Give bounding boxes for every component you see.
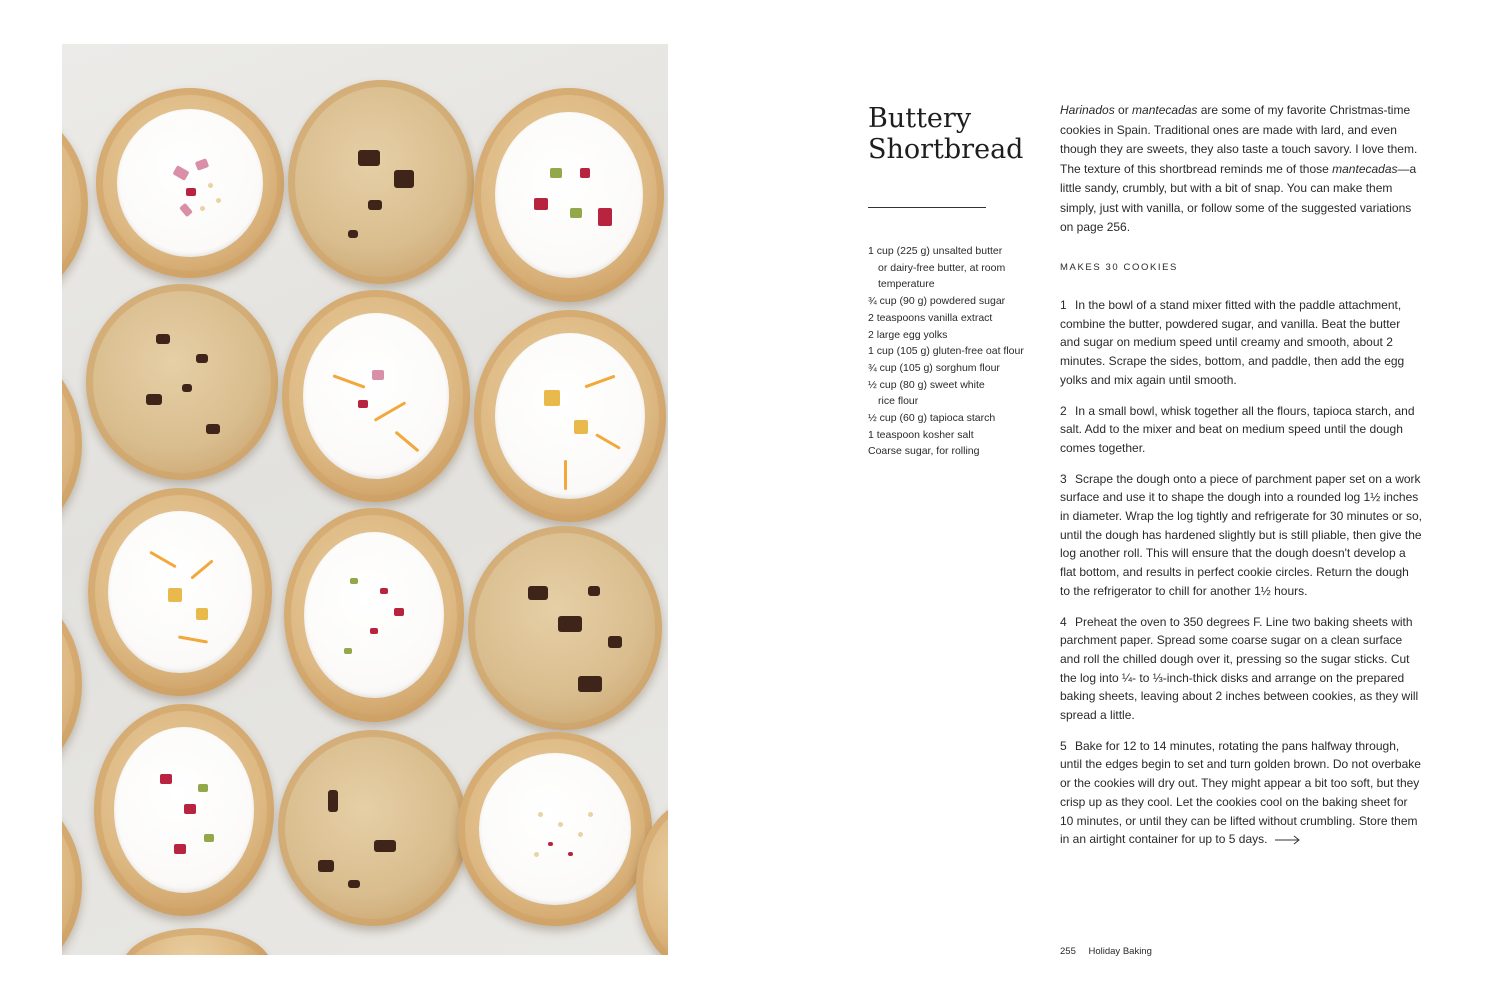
yield-label: MAKES 30 COOKIES (1060, 262, 1178, 273)
chocolate-chunk (374, 840, 396, 852)
ingredient-item: 1 teaspoon kosher salt (868, 428, 974, 441)
glaze (495, 112, 643, 279)
raspberry-fleck (394, 608, 404, 616)
chocolate-chunk (146, 394, 162, 405)
method-steps (1060, 296, 1422, 861)
seed (200, 206, 205, 211)
ingredient-item: or dairy-free butter, at room (878, 261, 1006, 274)
ingredient-item: ¾ cup (90 g) powdered sugar (868, 295, 1006, 308)
intro-term-harinados: Harinados (1060, 103, 1115, 117)
cookie-chocolate-chunk (86, 284, 278, 480)
seed (558, 822, 563, 827)
pistachio-fleck (350, 578, 358, 584)
chocolate-chunk (318, 860, 334, 872)
ingredient-item: rice flour (878, 395, 919, 408)
ingredient-item: 1 cup (105 g) gluten-free oat flour (868, 345, 1024, 358)
arrow-right-icon (1275, 835, 1301, 845)
cookie-chocolate-chunk (288, 80, 474, 284)
petal (372, 370, 384, 380)
chocolate-chunk (368, 200, 382, 210)
cookie-glazed (474, 88, 664, 302)
ingredient-item: temperature (878, 278, 935, 291)
step-2 (1060, 402, 1422, 458)
cookie-partial (62, 104, 88, 304)
raspberry-fleck (568, 852, 573, 856)
step-text: Bake for 12 to 14 minutes, rotating the pans halfway through, until the edges begin to set and turn golden brown. Do not overbake or the cookies will dry out. They might appear a bit too soft, but they crisp up as they cool. Let the cookies cool on the baking sheet for 10 minutes, or until they can be lifted without crumbling. Store them in an airtight container for up to 5 days. (1060, 738, 1421, 847)
seed (588, 812, 593, 817)
step-3 (1060, 470, 1422, 601)
ingredient-item: 2 large egg yolks (868, 328, 948, 341)
chocolate-chunk (608, 636, 622, 648)
step-number: 3 (1060, 471, 1067, 486)
cookie-chocolate-chunk (278, 730, 468, 926)
chocolate-chunk (348, 230, 358, 238)
step-1 (1060, 296, 1422, 390)
cookie-partial (62, 344, 82, 544)
ingredient-item: ½ cup (60 g) tapioca starch (868, 412, 996, 425)
pistachio-fleck (344, 648, 352, 654)
chocolate-chunk (528, 586, 548, 600)
page-footer (1060, 946, 1152, 957)
raspberry-fleck (534, 198, 548, 210)
step-text: In the bowl of a stand mixer fitted with the paddle attachment, combine the butter, powdered sugar, and vanilla. Beat the butter and sugar on medium speed until creamy and smooth, about 2 minutes. Scrape the sides, bottom, and paddle, then add the egg yolks and mix again until smooth. (1060, 298, 1405, 387)
glaze (495, 333, 645, 498)
step-number: 1 (1060, 298, 1067, 312)
ingredient-item: ½ cup (80 g) sweet white (868, 378, 985, 391)
chocolate-chunk (394, 170, 414, 188)
step-number: 2 (1060, 403, 1067, 418)
intro-text-1: are some of my favorite Christmas-time cookies in Spain. Traditional ones are made with lard, and even though they are sweets, they also taste a touch savory. I love them. The texture of this shortbread reminds me of those (1060, 103, 1418, 176)
chocolate-chunk (182, 384, 192, 392)
raspberry-fleck (160, 774, 172, 784)
cookie-glazed (284, 508, 464, 722)
seed (578, 832, 583, 837)
step-4 (1060, 613, 1422, 725)
chocolate-chunk (206, 424, 220, 434)
chocolate-chunk (578, 676, 602, 692)
cookie-partial (62, 784, 82, 955)
raspberry-fleck (580, 168, 590, 178)
shortbread-cookies-photo (62, 44, 668, 955)
petal (186, 188, 196, 196)
chocolate-chunk (156, 334, 170, 344)
intro-term-mantecadas: mantecadas (1132, 103, 1198, 117)
pistachio-fleck (198, 784, 208, 792)
ingredient-item: ¾ cup (105 g) sorghum flour (868, 361, 1000, 374)
cookie-partial (122, 928, 272, 955)
seed (534, 852, 539, 857)
intro-or: or (1114, 103, 1133, 117)
step-5 (1060, 737, 1422, 849)
pistachio-fleck (550, 168, 562, 178)
raspberry-fleck (548, 842, 553, 846)
recipe-title-line-2: Shortbread (868, 134, 1024, 165)
step-text: Scrape the dough onto a piece of parchment paper set on a work surface and use it to shape the dough into a rounded log 1½ inches in diameter. Wrap the log tightly and refrigerate for 30 minutes or so, until the dough has hardened slightly but is still pliable, then give the log another roll. This will ensure that the dough doesn't develop a flat bottom, and results in perfect cookie circles. Return the dough to the refrigerator to chill for another 1½ hours. (1060, 471, 1422, 598)
candied-ginger (196, 608, 208, 620)
cookie-glazed (88, 488, 272, 696)
section-name: Holiday Baking (1088, 946, 1152, 957)
seed (216, 198, 221, 203)
chocolate-chunk (558, 616, 582, 632)
candied-ginger (574, 420, 588, 434)
chocolate-chunk (328, 790, 338, 812)
glaze (479, 753, 630, 904)
raspberry-fleck (174, 844, 186, 854)
petal (358, 400, 368, 408)
raspberry-fleck (184, 804, 196, 814)
intro-text-2: —a little sandy, crumbly, but with a bit of snap. You can make them simply, just with vanilla, or follow some of the suggested variations on page 256. (1060, 161, 1417, 234)
recipe-title-line-1: Buttery (868, 103, 972, 134)
cookie-glazed (282, 290, 470, 502)
step-number: 5 (1060, 738, 1067, 753)
page-number: 255 (1060, 946, 1076, 957)
ingredient-item: 1 cup (225 g) unsalted butter (868, 245, 1003, 257)
cookie-chocolate-chunk (468, 526, 662, 730)
glaze (303, 313, 450, 478)
cookie-glazed (96, 88, 284, 278)
cookie-glazed (458, 732, 652, 926)
ingredients-list (868, 243, 1053, 460)
cookie-glazed (94, 704, 274, 916)
step-text: In a small bowl, whisk together all the flours, tapioca starch, and salt. Add to the mixer and beat on medium speed until the dough comes together. (1060, 403, 1415, 455)
title-divider (868, 207, 986, 208)
pistachio-fleck (204, 834, 214, 842)
raspberry-fleck (380, 588, 388, 594)
ingredient-item: Coarse sugar, for rolling (868, 445, 980, 458)
glaze (304, 532, 444, 699)
raspberry-fleck (598, 208, 612, 226)
chocolate-chunk (348, 880, 360, 888)
step-text: Preheat the oven to 350 degrees F. Line two baking sheets with parchment paper. Spread some coarse sugar on a clean surface and roll the chilled dough over it, pressing so the sugar sticks. Cut the log into ¼- to ⅓-inch-thick disks and arrange on the prepared baking sheets, leaving about 2 inches between cookies, as they will spread a little. (1060, 614, 1419, 723)
glaze (117, 109, 264, 257)
seed (538, 812, 543, 817)
recipe-title (868, 103, 1048, 165)
intro-term-mantecadas-2: mantecadas (1332, 161, 1398, 176)
pistachio-fleck (570, 208, 582, 218)
ingredient-item: 2 teaspoons vanilla extract (868, 311, 993, 324)
petal (564, 460, 567, 490)
candied-ginger (544, 390, 560, 406)
seed (208, 183, 213, 188)
step-number: 4 (1060, 614, 1067, 629)
cookie-partial (62, 584, 82, 784)
chocolate-chunk (588, 586, 600, 596)
chocolate-chunk (196, 354, 208, 363)
chocolate-chunk (358, 150, 380, 166)
recipe-intro (1060, 101, 1422, 238)
cookie-glazed (474, 310, 666, 522)
candied-ginger (168, 588, 182, 602)
raspberry-fleck (370, 628, 378, 634)
